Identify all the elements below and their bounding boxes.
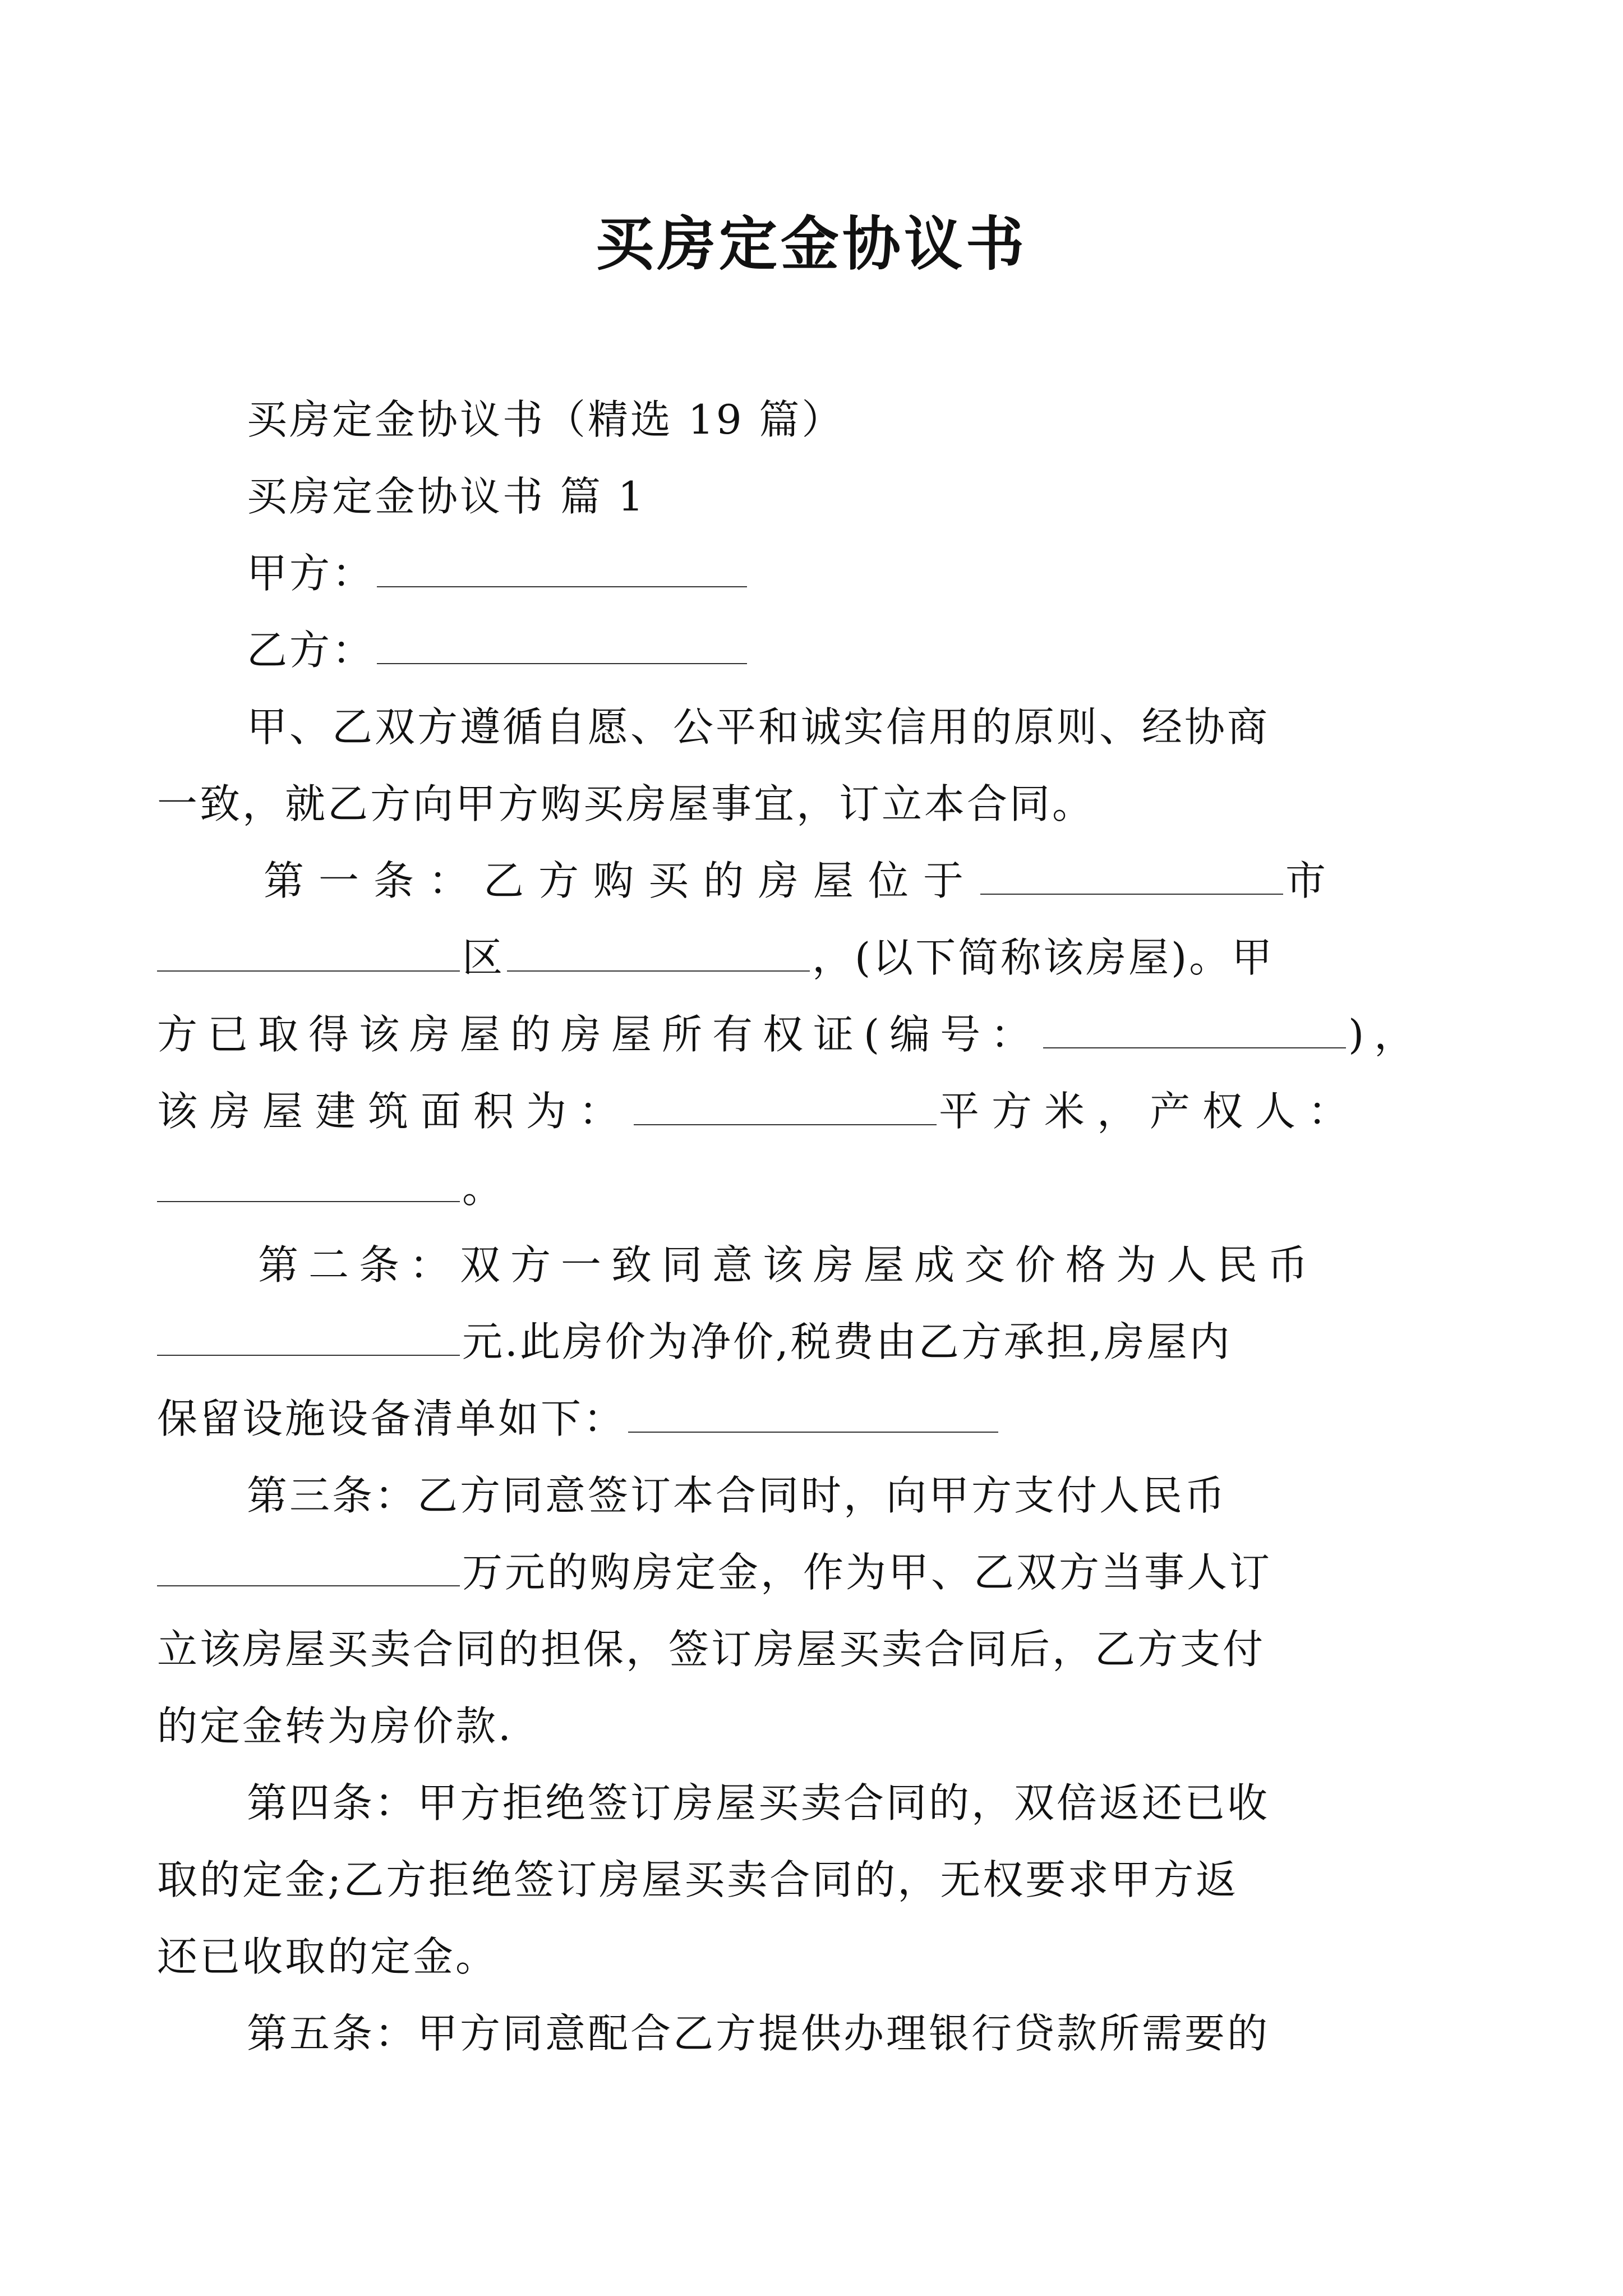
party-a-label: 甲方： xyxy=(247,550,375,597)
article-1-line-4: 该房屋建筑面积为： 平方米，产权人： xyxy=(157,1088,1361,1135)
article-3-line-1: 第三条：乙方同意签订本合同时，向甲方支付人民币 xyxy=(247,1472,1228,1519)
article-3-line-2: 万元的购房定金，作为甲、乙双方当事人订 xyxy=(157,1534,1380,1611)
district-blank-2 xyxy=(507,937,810,972)
article-2-line-1: 第二条：双方一致同意该房屋成交价格为人民币 xyxy=(258,1241,1318,1289)
article-4-line-3: 还已收取的定金。 xyxy=(157,1933,499,1980)
article-1-line-3: 方已取得该房屋的房屋所有权证(编号： )， xyxy=(157,1011,1425,1058)
certificate-number-blank xyxy=(1043,1014,1346,1048)
document-body xyxy=(157,381,1425,2072)
paragraph-intro-1: 甲、乙双方遵循自愿、公平和诚实信用的原则、经协商 xyxy=(247,703,1270,751)
subtitle-line xyxy=(247,381,1380,458)
owner-blank xyxy=(157,1167,460,1202)
party-b-line xyxy=(247,612,1380,689)
article-1-line-1: 第一条：乙方购买的房屋位于 市 xyxy=(264,857,1341,904)
deposit-blank xyxy=(157,1552,460,1586)
article-3-line-3: 立该房屋买卖合同的担保，签订房屋买卖合同后，乙方支付 xyxy=(157,1626,1266,1673)
area-blank xyxy=(634,1091,937,1125)
party-b-blank xyxy=(377,629,747,664)
price-blank xyxy=(157,1321,460,1356)
article-4-line-1: 第四条：甲方拒绝签订房屋买卖合同的，双倍返还已收 xyxy=(247,1779,1270,1826)
subtitle-text: 买房定金协议书（精选 19 篇） xyxy=(247,396,845,443)
article-1-line-2: 区 ，(以下简称该房屋)。甲 xyxy=(157,919,1380,996)
paragraph-intro-2: 一致，就乙方向甲方购买房屋事宜，订立本合同。 xyxy=(157,780,1095,827)
article-2-line-3: 保留设施设备清单如下： xyxy=(157,1381,1380,1457)
facilities-blank xyxy=(628,1398,998,1433)
city-blank xyxy=(980,860,1283,895)
section-heading-text: 买房定金协议书 篇 1 xyxy=(247,473,646,520)
article-4-line-2: 取的定金;乙方拒绝签订房屋买卖合同的，无权要求甲方返 xyxy=(157,1856,1239,1903)
document-title: 买房定金协议书 xyxy=(595,209,1027,278)
party-a-line xyxy=(247,535,1380,612)
article-3-line-4: 的定金转为房价款. xyxy=(157,1703,513,1750)
district-blank-1 xyxy=(157,937,460,972)
article-2-line-2: 元.此房价为净价,税费由乙方承担,房屋内 xyxy=(157,1304,1380,1381)
article-1-line-5: 。 xyxy=(157,1150,1380,1227)
section-heading xyxy=(247,458,1380,535)
party-b-label: 乙方： xyxy=(247,627,375,674)
party-a-blank xyxy=(377,553,747,587)
article-5-line-1: 第五条：甲方同意配合乙方提供办理银行贷款所需要的 xyxy=(247,2010,1270,2057)
